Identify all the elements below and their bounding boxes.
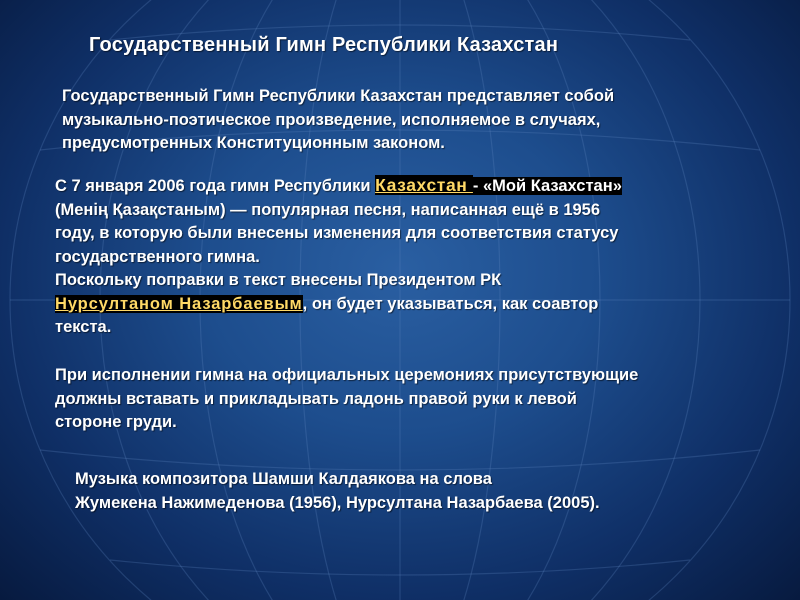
intro-line: предусмотренных Конституционным законом. xyxy=(62,134,445,152)
ceremony-line: должны вставать и прикладывать ладонь правой руки к левой xyxy=(55,389,577,408)
history-line xyxy=(55,174,622,199)
ceremony-line: стороне груди. xyxy=(55,413,177,431)
history-paragraph xyxy=(55,174,622,340)
history-line6-suffix: , он будет указываться, как соавтор xyxy=(302,294,599,313)
authors-line: Жумекена Нажимеденова (1956), Нурсултана Назарбаева (2005). xyxy=(75,493,600,512)
slide-title: Государственный Гимн Республики Казахстан xyxy=(89,34,559,56)
history-line1-prefix: С 7 января 2006 года гимн Республики xyxy=(55,177,376,195)
ceremony-line: При исполнении гимна на официальных церемониях присутствующие xyxy=(55,366,639,384)
history-line: году, в которую были внесены изменения для соответствия статусу xyxy=(55,224,619,242)
authors-paragraph xyxy=(75,468,600,515)
nazarbayev-link[interactable]: Нурсултаном Назарбаевым xyxy=(55,294,303,313)
intro-line: Государственный Гимн Республики Казахстан представляет собой xyxy=(62,87,615,105)
history-line: (Менің Қазақстаным) — популярная песня, написанная ещё в 1956 xyxy=(55,200,601,219)
history-line: текста. xyxy=(55,318,112,336)
intro-paragraph xyxy=(62,85,614,156)
history-line: государственного гимна. xyxy=(55,247,260,266)
ceremony-paragraph xyxy=(55,364,638,435)
kazakhstan-link[interactable]: Казахстан xyxy=(375,175,473,195)
history-line1-suffix: - «Мой Казахстан» xyxy=(472,177,622,195)
history-line: Поскольку поправки в текст внесены Президентом РК xyxy=(55,271,502,289)
history-line xyxy=(55,293,622,317)
intro-line: музыкально-поэтическое произведение, исполняемое в случаях, xyxy=(62,110,601,129)
authors-line: Музыка композитора Шамши Калдаякова на слова xyxy=(75,470,492,488)
